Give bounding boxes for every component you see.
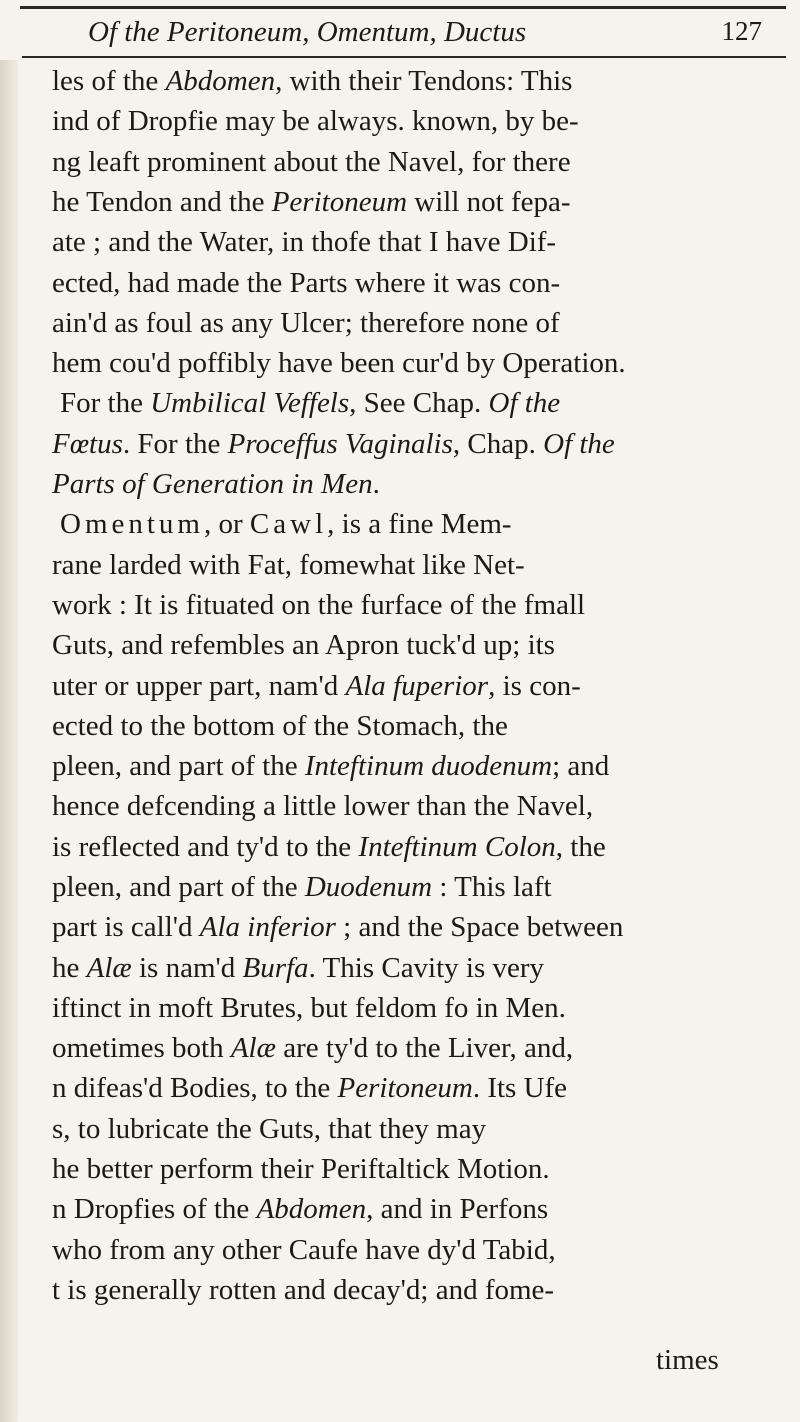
binding-gutter bbox=[0, 60, 18, 1422]
text-line bbox=[52, 749, 609, 783]
text-segment: ng leaft prominent about the Navel, for there bbox=[52, 146, 571, 178]
text-segment: t is generally rotten and decay'd; and fome- bbox=[52, 1274, 555, 1306]
text-segment: Fœtus bbox=[52, 428, 123, 460]
text-line bbox=[52, 588, 585, 622]
text-segment: he Tendon and the bbox=[52, 186, 272, 218]
text-segment: . This Cavity is very bbox=[308, 952, 545, 984]
text-line bbox=[52, 910, 623, 944]
text-segment: . For the bbox=[122, 428, 228, 460]
text-segment: Omentum bbox=[60, 508, 204, 540]
text-line bbox=[52, 145, 571, 179]
text-segment: Peritoneum bbox=[271, 186, 408, 218]
text-segment: part is call'd bbox=[52, 911, 200, 943]
text-segment: Of the bbox=[488, 387, 561, 419]
text-line bbox=[52, 64, 572, 98]
text-line bbox=[52, 225, 556, 259]
text-segment: Proceffus Vaginalis bbox=[227, 428, 453, 460]
text-segment: Ala fuperior bbox=[345, 670, 489, 702]
text-line bbox=[52, 1273, 554, 1307]
text-segment: will not fepa- bbox=[407, 186, 571, 218]
text-segment: , with their Tendons: This bbox=[275, 65, 573, 97]
text-line bbox=[52, 991, 566, 1025]
text-segment: ected, had made the Parts where it was con- bbox=[52, 267, 561, 299]
text-line bbox=[52, 548, 525, 582]
text-segment: , and in Perfons bbox=[366, 1193, 549, 1225]
text-segment: he bbox=[52, 952, 87, 984]
text-segment: , or bbox=[204, 508, 250, 540]
text-line bbox=[52, 870, 552, 904]
header-rule bbox=[22, 56, 786, 58]
text-segment: Guts, and refembles an Apron tuck'd up; its bbox=[52, 629, 555, 661]
text-segment: , is con- bbox=[488, 670, 581, 702]
text-segment: rane larded with Fat, fomewhat like Net- bbox=[52, 549, 525, 581]
text-line bbox=[52, 306, 560, 340]
text-segment: les of the bbox=[52, 65, 166, 97]
text-segment: n difeas'd Bodies, to the bbox=[52, 1072, 338, 1104]
text-line bbox=[52, 1192, 548, 1226]
text-segment: work : It is fituated on the furface of the fmall bbox=[52, 589, 586, 621]
text-line bbox=[52, 346, 626, 380]
text-segment: : This laft bbox=[432, 871, 552, 903]
text-segment: are ty'd to the Liver, and, bbox=[275, 1032, 574, 1064]
text-segment: . Its Ufe bbox=[472, 1072, 568, 1104]
page-number: 127 bbox=[721, 16, 762, 46]
text-segment: ected to the bottom of the Stomach, the bbox=[52, 710, 508, 742]
text-segment: Umbilical Veffels bbox=[150, 387, 350, 419]
text-line bbox=[52, 266, 560, 300]
text-segment: ometimes both bbox=[52, 1032, 231, 1064]
text-segment: is reflected and ty'd to the bbox=[52, 831, 359, 863]
text-line bbox=[52, 1233, 556, 1267]
text-segment: Peritoneum bbox=[337, 1072, 473, 1104]
text-segment: , is a fine Mem- bbox=[327, 508, 512, 540]
text-segment: ; and the Space between bbox=[335, 911, 624, 943]
text-segment: Abdomen bbox=[256, 1193, 367, 1225]
text-segment: , See Chap. bbox=[349, 387, 489, 419]
text-segment: Alæ bbox=[86, 952, 132, 984]
text-segment: iftinct in moft Brutes, but feldom fo in Men. bbox=[52, 992, 566, 1024]
text-segment: Inteftinum Colon bbox=[358, 831, 556, 863]
text-line bbox=[52, 669, 581, 703]
catchword: times bbox=[656, 1344, 719, 1376]
text-segment: Alæ bbox=[230, 1032, 276, 1064]
text-line bbox=[52, 628, 555, 662]
text-line bbox=[52, 951, 544, 985]
running-head: Of the Peritoneum, Omentum, Ductus bbox=[88, 16, 527, 48]
text-segment: ain'd as foul as any Ulcer; therefore none of bbox=[52, 307, 560, 339]
text-segment: Parts of Generation in Men bbox=[52, 468, 373, 500]
text-segment: Of the bbox=[543, 428, 615, 460]
text-line bbox=[52, 104, 579, 138]
text-segment: . bbox=[372, 468, 380, 500]
text-line bbox=[52, 709, 508, 743]
text-line bbox=[52, 185, 571, 219]
text-segment: hem cou'd poffibly have been cur'd by Operation. bbox=[52, 347, 626, 379]
text-line bbox=[52, 1031, 573, 1065]
text-line bbox=[52, 1071, 567, 1105]
text-segment: ; and bbox=[552, 750, 610, 782]
text-segment: Duodenum bbox=[304, 871, 433, 903]
text-segment: n Dropfies of the bbox=[52, 1193, 257, 1225]
page-header bbox=[0, 8, 800, 56]
text-segment: , the bbox=[555, 831, 606, 863]
text-segment: For the bbox=[60, 387, 151, 419]
text-line bbox=[60, 507, 512, 541]
text-line bbox=[52, 1112, 486, 1146]
text-line bbox=[52, 789, 593, 823]
text-segment: who from any other Caufe have dy'd Tabid, bbox=[52, 1234, 556, 1266]
text-line bbox=[52, 467, 380, 501]
text-segment: hence defcending a little lower than the Navel, bbox=[52, 790, 594, 822]
text-segment: pleen, and part of the bbox=[52, 871, 305, 903]
text-segment: ind of Dropfie may be always. known, by be- bbox=[52, 105, 579, 137]
text-line bbox=[60, 386, 560, 420]
text-segment: ate ; and the Water, in thofe that I have Dif- bbox=[52, 226, 557, 258]
text-segment: Burfa bbox=[242, 952, 309, 984]
text-segment: is nam'd bbox=[131, 952, 243, 984]
text-segment: he better perform their Periftaltick Motion. bbox=[52, 1153, 550, 1185]
text-segment: pleen, and part of the bbox=[52, 750, 305, 782]
text-segment: Ala inferior bbox=[199, 911, 336, 943]
text-segment: s, to lubricate the Guts, that they may bbox=[52, 1113, 487, 1145]
text-segment: uter or upper part, nam'd bbox=[52, 670, 346, 702]
text-segment: Inteftinum duodenum bbox=[304, 750, 553, 782]
text-segment: Abdomen bbox=[165, 65, 276, 97]
text-segment: , Chap. bbox=[452, 428, 544, 460]
text-line bbox=[52, 427, 615, 461]
text-segment: Cawl bbox=[249, 508, 328, 540]
text-line bbox=[52, 1152, 550, 1186]
text-line bbox=[52, 830, 606, 864]
